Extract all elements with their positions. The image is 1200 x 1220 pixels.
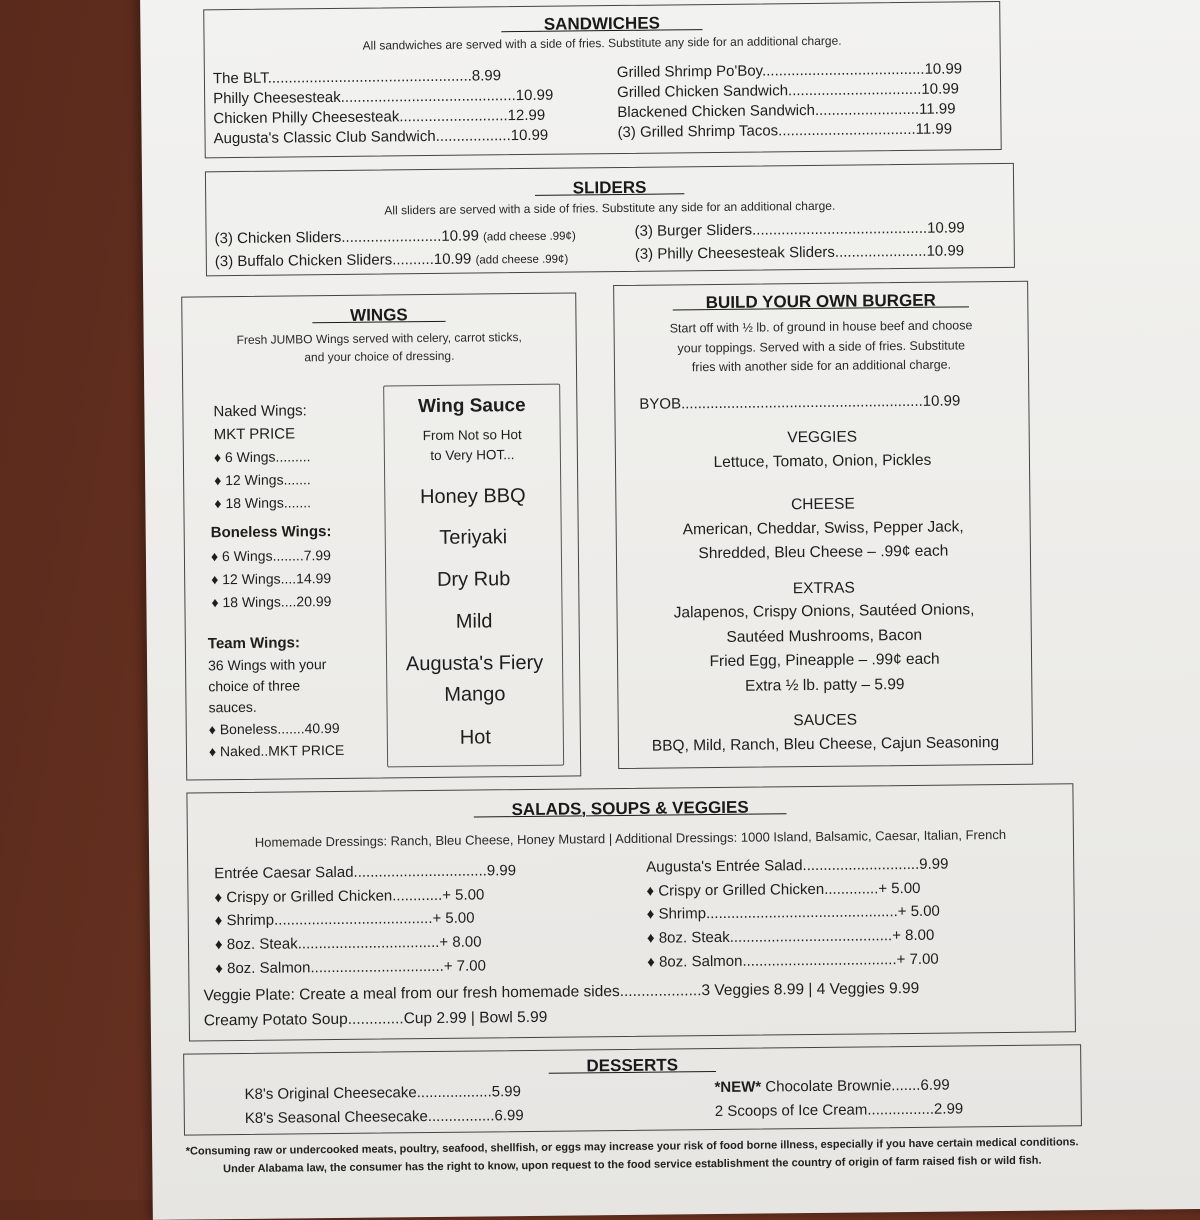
team-wings-desc: choice of three	[208, 677, 301, 695]
menu-item: (3) Philly Cheesesteak Sliders......................10.99	[634, 242, 965, 263]
health-disclaimer: *Consuming raw or undercooked meats, poultry, seafood, shellfish, or eggs may increase your risk of food borne illness, especially if you have certain medical conditions.	[185, 1136, 1079, 1158]
menu-item: ♦ 8oz. Steak.......................................+ 8.00	[646, 926, 935, 947]
cheese-list: American, Cheddar, Swiss, Pepper Jack,	[682, 518, 964, 539]
menu-item: ♦ Shrimp......................................+ 5.00	[214, 909, 475, 930]
sauce-item: Honey BBQ	[419, 484, 526, 509]
boneless-wings-title: Boneless Wings:	[210, 523, 332, 542]
wing-sauce-box	[383, 384, 564, 768]
extras-list: Jalapenos, Crispy Onions, Sautéed Onions,	[673, 601, 975, 622]
menu-item: (3) Burger Sliders..........................................10.99	[634, 219, 965, 240]
naked-wings-title: Naked Wings:	[213, 402, 307, 421]
menu-item: *NEW* Chocolate Brownie.......6.99	[714, 1076, 950, 1097]
veggies-list: Lettuce, Tomato, Onion, Pickles	[713, 451, 932, 472]
salads-title: SALADS, SOUPS & VEGGIES	[511, 797, 749, 820]
sauces-list: BBQ, Mild, Ranch, Bleu Cheese, Cajun Seasoning	[651, 734, 1000, 755]
wings-subtitle: Fresh JUMBO Wings served with celery, carrot sticks,	[236, 330, 522, 348]
sauce-item: Hot	[459, 726, 492, 749]
menu-item: ♦ 8oz. Steak..................................+ 8.00	[214, 933, 482, 954]
burger-desc: your toppings. Served with a side of fries. Substitute	[677, 338, 966, 356]
menu-item: Blackened Chicken Sandwich.........................11.99	[617, 100, 956, 122]
menu-item: ♦ Boneless.......40.99	[208, 719, 340, 738]
sauce-item: Dry Rub	[436, 568, 511, 591]
sauce-item: Augusta's Fiery	[405, 651, 544, 676]
extras-list: Extra ½ lb. patty – 5.99	[745, 676, 905, 695]
menu-item: ♦ 12 Wings....14.99	[211, 570, 332, 588]
team-wings-title: Team Wings:	[207, 634, 301, 653]
menu-item: ♦ Crispy or Grilled Chicken............+ 5.00	[214, 886, 485, 907]
dressings-note: Homemade Dressings: Ranch, Bleu Cheese, Honey Mustard | Additional Dressings: 1000 Island, Balsamic, Caesar, Italian, French	[254, 826, 1007, 850]
menu-item: ♦ Crispy or Grilled Chicken.............+ 5.00	[646, 879, 921, 900]
new-badge: *NEW*	[714, 1078, 762, 1097]
veggies-title: VEGGIES	[787, 428, 858, 447]
menu-item: Chicken Philly Cheesesteak..........................12.99	[213, 106, 546, 128]
menu-item: K8's Seasonal Cheesecake................6.99	[244, 1107, 524, 1127]
menu-item: ♦ 8oz. Salmon.....................................+ 7.00	[647, 950, 939, 971]
sandwiches-subtitle: All sandwiches are served with a side of fries. Substitute any side for an additional charge.	[362, 33, 842, 53]
menu-item: K8's Original Cheesecake..................5.99	[244, 1083, 521, 1103]
team-wings-desc: 36 Wings with your	[207, 656, 327, 674]
extras-title: EXTRAS	[792, 579, 855, 598]
menu-page	[140, 0, 1200, 1220]
menu-item: Grilled Chicken Sandwich................................10.99	[617, 80, 959, 102]
menu-item: ♦ 6 Wings.........	[213, 448, 311, 466]
team-wings-desc: sauces.	[208, 698, 257, 716]
menu-item-note: (add cheese .99¢)	[482, 230, 576, 244]
sliders-title: SLIDERS	[572, 177, 647, 198]
wing-sauce-subtitle: to Very HOT...	[430, 447, 515, 463]
burger-desc: Start off with ½ lb. of ground in house beef and choose	[669, 318, 973, 336]
burger-section	[613, 281, 1033, 769]
sauce-item: Teriyaki	[439, 526, 508, 549]
wings-title: WINGS	[350, 305, 408, 325]
extras-list: Fried Egg, Pineapple – .99¢ each	[709, 650, 940, 671]
menu-item: ♦ 18 Wings.......	[214, 494, 312, 512]
origin-disclaimer: Under Alabama law, the consumer has the right to know, upon request to the food service establishment the country of origin of farm raised fish or wild fish.	[223, 1154, 1042, 1176]
menu-item: ♦ Shrimp..............................................+ 5.00	[646, 902, 940, 923]
menu-item-note: (add cheese .99¢)	[475, 253, 569, 267]
burger-title: BUILD YOUR OWN BURGER	[705, 290, 936, 313]
sauce-item: Mild	[455, 610, 493, 633]
extras-list: Sautéed Mushrooms, Bacon	[726, 626, 923, 646]
menu-item: (3) Grilled Shrimp Tacos.................................11.99	[617, 120, 953, 142]
sandwiches-title: ​ SANDWICHES	[501, 13, 661, 35]
sliders-subtitle: All sliders are served with a side of fries. Substitute any side for an additional charge.	[384, 198, 836, 218]
wing-sauce-title: Wing Sauce	[418, 394, 526, 418]
menu-item: (3) Chicken Sliders........................10.99 (add cheese .99¢)	[214, 227, 576, 248]
wings-section	[181, 292, 581, 780]
wing-sauce-subtitle: From Not so Hot	[422, 427, 522, 444]
sauce-item: Mango	[444, 683, 506, 706]
sauces-title: SAUCES	[793, 711, 858, 730]
salads-section	[186, 783, 1076, 1041]
burger-desc: fries with another side for an additional charge.	[691, 357, 952, 375]
menu-item: Augusta's Classic Club Sandwich..................10.99	[213, 126, 549, 148]
menu-item: (3) Buffalo Chicken Sliders..........10.99 (add cheese .99¢)	[214, 250, 569, 271]
sliders-section	[205, 163, 1015, 276]
menu-item: ♦ 6 Wings........7.99	[210, 547, 331, 565]
menu-item: ♦ Naked..MKT PRICE	[208, 741, 345, 760]
menu-item: Grilled Shrimp Po'Boy.......................................10.99	[616, 60, 963, 82]
cheese-list: Shredded, Bleu Cheese – .99¢ each	[698, 542, 949, 563]
naked-wings-price: MKT PRICE	[213, 425, 296, 444]
cheese-title: CHEESE	[790, 495, 855, 514]
wings-subtitle: and your choice of dressing.	[304, 348, 455, 365]
menu-item: ♦ 8oz. Salmon................................+ 7.00	[215, 957, 487, 978]
sandwiches-section	[203, 1, 1002, 158]
menu-item: Augusta's Entrée Salad............................9.99	[646, 855, 949, 876]
menu-item: 2 Scoops of Ice Cream................2.99	[714, 1100, 964, 1121]
potato-soup: Creamy Potato Soup.............Cup 2.99 | Bowl 5.99	[203, 1008, 548, 1030]
desserts-section	[183, 1044, 1082, 1135]
menu-item: BYOB..........................................................10.99	[639, 392, 961, 413]
menu-item: Entrée Caesar Salad................................9.99	[214, 862, 517, 883]
menu-item: The BLT.................................................8.99	[212, 67, 502, 88]
veggie-plate: Veggie Plate: Create a meal from our fresh homemade sides...................3 Veggies 8.99 | 4 Veggies 9.99	[203, 979, 920, 1005]
menu-item: ♦ 12 Wings.......	[214, 471, 311, 489]
menu-item: Philly Cheesesteak..........................................10.99	[213, 86, 554, 108]
desserts-title: DESSERTS	[586, 1055, 679, 1076]
menu-item: ♦ 18 Wings....20.99	[211, 593, 332, 611]
